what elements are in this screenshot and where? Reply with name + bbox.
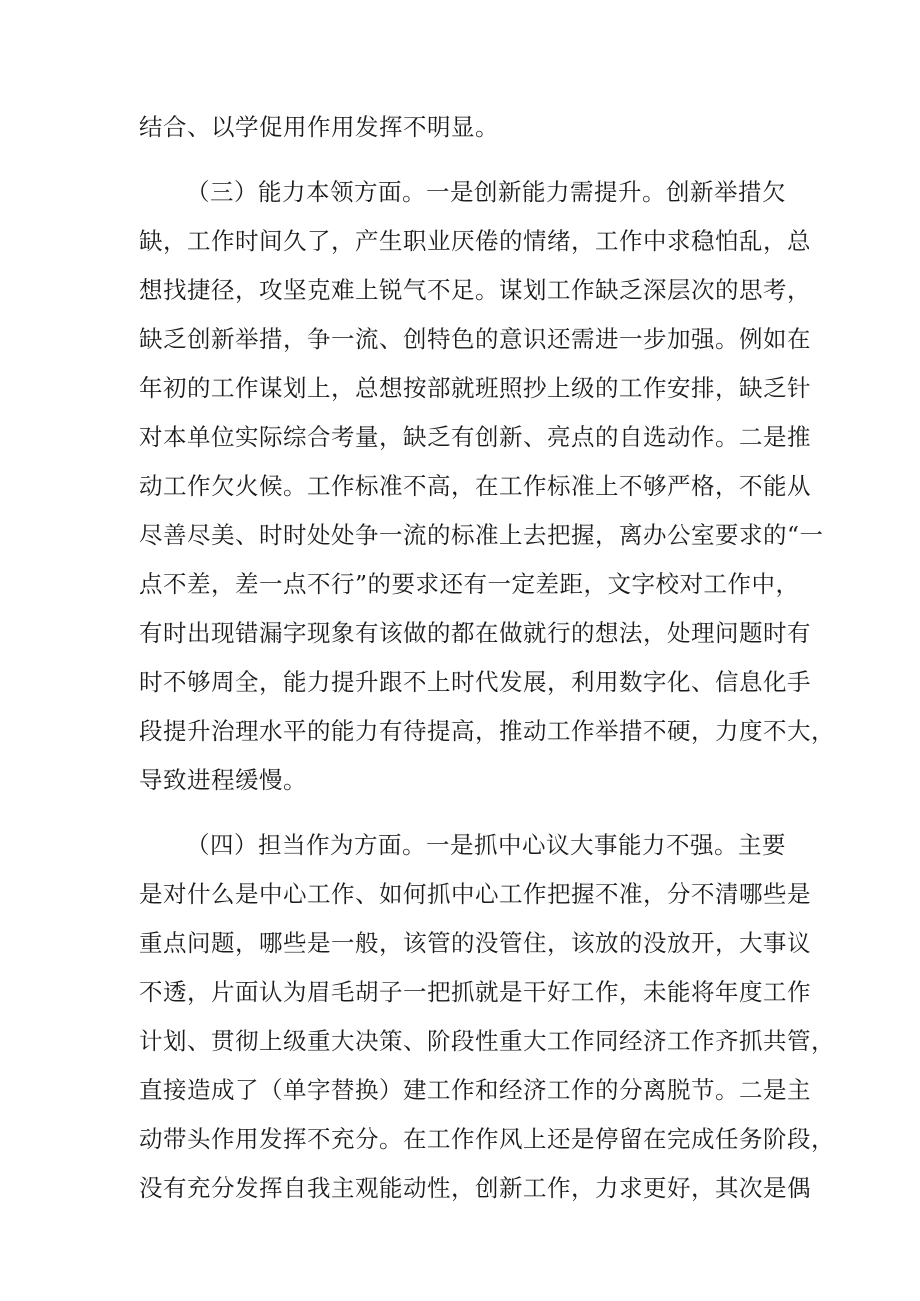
- paragraph-ability: [139, 168, 835, 805]
- text-line: 时不够周全，能力提升跟不上时代发展，利用数字化、信息化手: [139, 668, 811, 696]
- text-line: 直接造成了（单字替换）建工作和经济工作的分离脱节。二是主: [139, 1076, 811, 1104]
- text-line: 没有充分发挥自我主观能动性，创新工作，力求更好，其次是偶: [139, 1174, 811, 1202]
- text-line: 年初的工作谋划上，总想按部就班照抄上级的工作安排，缺乏针: [139, 374, 811, 402]
- text-line: 重点问题，哪些是一般，该管的没管住，该放的没放开，大事议: [139, 929, 811, 957]
- text-line: 对本单位实际综合考量，缺乏有创新、亮点的自选动作。二是推: [139, 423, 811, 451]
- text-line: 导致进程缓慢。: [139, 766, 307, 794]
- text-line: 有时出现错漏字现象有该做的都在做就行的想法，处理问题时有: [139, 619, 811, 647]
- document-body: [139, 103, 835, 1213]
- text-line: 缺乏创新举措，争一流、创特色的意识还需进一步加强。例如在: [139, 325, 811, 353]
- text-line: 想找捷径，攻坚克难上锐气不足。谋划工作缺乏深层次的思考，: [139, 276, 811, 304]
- text-line: （三）能力本领方面。一是创新能力需提升。创新举措欠: [186, 178, 786, 206]
- text-line: 计划、贯彻上级重大决策、阶段性重大工作同经济工作齐抓共管，: [139, 1027, 835, 1055]
- text-line: 缺，工作时间久了，产生职业厌倦的情绪，工作中求稳怕乱，总: [139, 227, 811, 255]
- paragraph-responsibility: [139, 821, 835, 1213]
- text-line: 动带头作用发挥不充分。在工作作风上还是停留在完成任务阶段，: [139, 1125, 835, 1153]
- text-line: 尽善尽美、时时处处争一流的标准上去把握，离办公室要求的“一: [139, 521, 824, 549]
- text-line: 动工作欠火候。工作标准不高，在工作标准上不够严格，不能从: [139, 472, 811, 500]
- text-line: （四）担当作为方面。一是抓中心议大事能力不强。主要: [186, 831, 786, 859]
- text-line: 点不差，差一点不行”的要求还有一定差距，文字校对工作中，: [139, 570, 800, 598]
- text-line: 不透，片面认为眉毛胡子一把抓就是干好工作，未能将年度工作: [139, 978, 811, 1006]
- text-line: 结合、以学促用作用发挥不明显。: [139, 113, 499, 141]
- text-line: 是对什么是中心工作、如何抓中心工作把握不准，分不清哪些是: [139, 880, 811, 908]
- paragraph-spacer: [139, 805, 783, 821]
- text-line: 段提升治理水平的能力有待提高，推动工作举措不硬，力度不大，: [139, 717, 835, 745]
- paragraph-continuation: [139, 103, 783, 152]
- paragraph-spacer: [139, 152, 783, 168]
